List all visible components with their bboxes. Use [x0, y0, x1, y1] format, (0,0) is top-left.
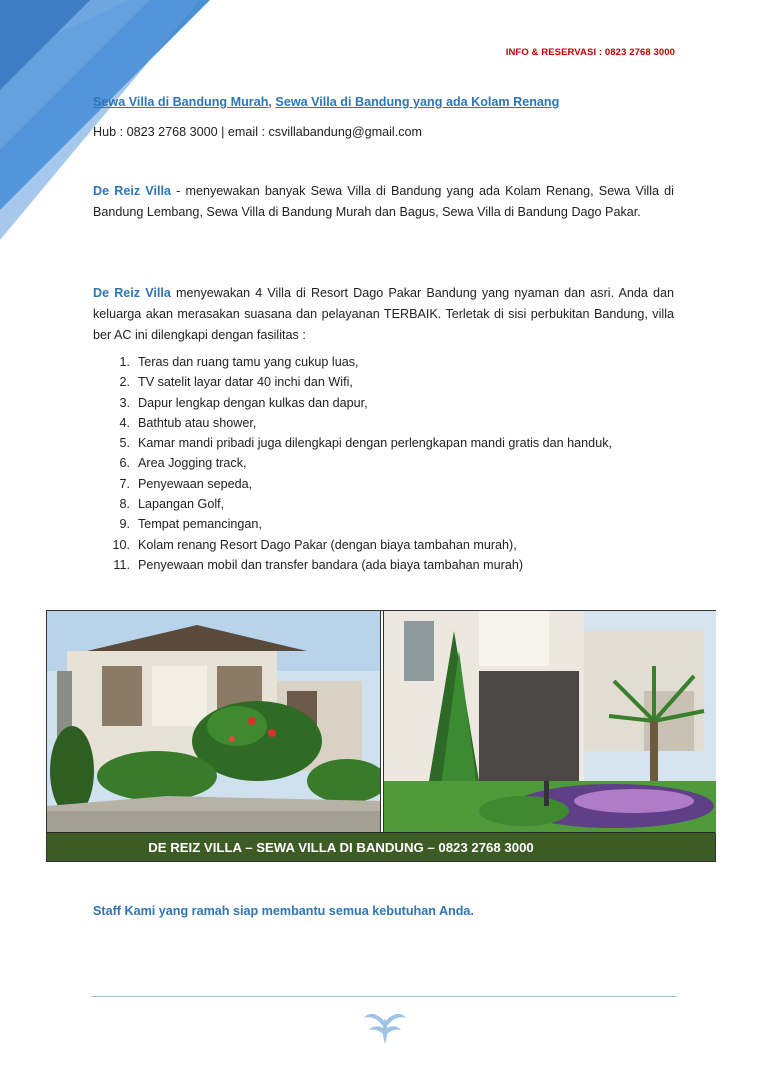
list-item: 11. Penyewaan mobil dan transfer bandara (ada biaya tambahan murah)	[113, 557, 524, 572]
villa-photo-garden	[383, 611, 716, 833]
list-item: 4. Bathtub atau shower,	[119, 415, 257, 430]
contact-line: Hub : 0823 2768 3000 | email : csvillabandung@gmail.com	[93, 125, 422, 139]
staff-note: Staff Kami yang ramah siap membantu semua kebutuhan Anda.	[93, 904, 474, 918]
brand-name: De Reiz Villa	[93, 286, 171, 300]
header-reservation-info: INFO & RESERVASI : 0823 2768 3000	[505, 47, 675, 58]
footer-divider	[91, 996, 677, 997]
intro-paragraph	[93, 181, 674, 223]
title-links	[93, 92, 674, 113]
list-item: 8. Lapangan Golf,	[119, 497, 225, 512]
list-item: 3. Dapur lengkap dengan kulkas dan dapur,	[119, 395, 368, 410]
list-item: 7. Penyewaan sepeda,	[119, 476, 253, 491]
villa-photo-gallery	[46, 610, 716, 862]
list-item: 9. Tempat pemancingan,	[119, 517, 262, 532]
list-item: 1. Teras dan ruang tamu yang cukup luas,	[119, 355, 359, 369]
title-link-kolam-renang[interactable]: Sewa Villa di Bandung yang ada Kolam Renang	[275, 95, 560, 109]
facilities-paragraph	[93, 283, 674, 346]
list-item: 6. Area Jogging track,	[119, 456, 247, 471]
facilities-text: menyewakan 4 Villa di Resort Dago Pakar Bandung yang nyaman dan asri. Anda dan keluarga akan merasakan suasana dan pelayanan TERBAIK. Terletak di sisi perbukitan Bandung, villa ber AC ini dilengkapi dengan fasilitas :	[93, 286, 675, 342]
villa-photo-front	[47, 611, 381, 833]
list-item: 10. Kolam renang Resort Dago Pakar (dengan biaya tambahan murah),	[112, 537, 517, 552]
intro-text: - menyewakan banyak Sewa Villa di Bandung yang ada Kolam Renang, Sewa Villa di Bandung Lembang, Sewa Villa di Bandung Murah dan Bagus, Sewa Villa di Bandung Dago Pakar.	[93, 184, 674, 219]
title-separator: ,	[268, 95, 272, 109]
title-link-murah[interactable]: Sewa Villa di Bandung Murah	[93, 95, 269, 109]
ornament-icon	[362, 1004, 408, 1046]
facilities-list	[93, 352, 683, 575]
list-item: 2. TV satelit layar datar 40 inchi dan Wifi,	[119, 375, 353, 390]
list-item: 5. Kamar mandi pribadi juga dilengkapi dengan perlengkapan mandi gratis dan handuk,	[119, 436, 612, 451]
gallery-caption-bar: DE REIZ VILLA – SEWA VILLA DI BANDUNG – 0823 2768 3000	[47, 832, 715, 861]
brand-name: De Reiz Villa	[93, 184, 171, 198]
